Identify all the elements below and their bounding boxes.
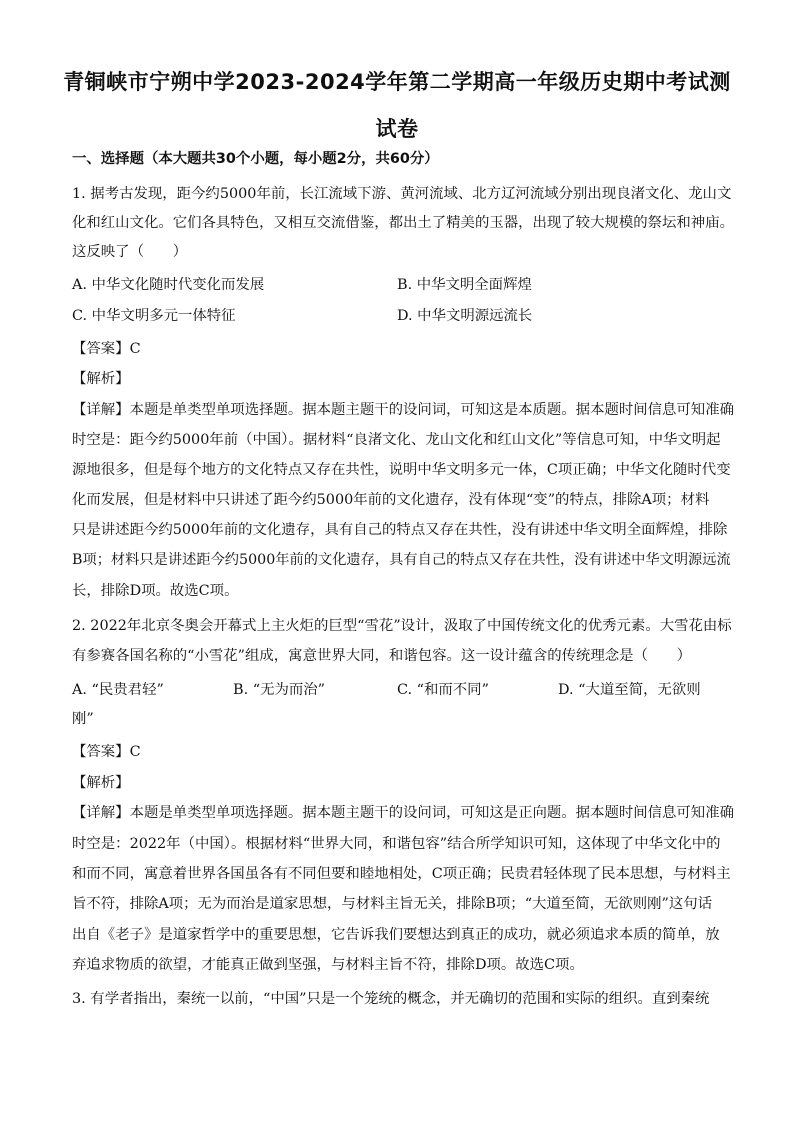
q3-stem-line: 3. 有学者指出，秦统一以前，“中国”只是一个笼统的概念，并无确切的范围和实际的组织。直到秦统 bbox=[72, 991, 710, 1007]
q1-detail-line: 【详解】本题是单类型单项选择题。据本题主题干的设问词，可知这是本质题。据本题时间信息可知准确 bbox=[72, 402, 734, 418]
q2-option-c: C. “和而不同” bbox=[397, 682, 489, 698]
q1-option-b: B. 中华文明全面辉煌 bbox=[397, 277, 532, 293]
q2-detail-line: 出自《老子》是道家哲学中的重要思想，它告诉我们要想达到真正的成功，就必须追求本质的简单，放 bbox=[72, 927, 720, 943]
q1-detail-line: B项；材料只是讲述距今约5000年前的文化遗存，具有自己的特点又存在共性，没有讲述中华文明源远流 bbox=[72, 552, 731, 568]
document-title-line1: 青铜峡市宁朔中学2023-2024学年第二学期高一年级历史期中考试测 bbox=[63, 70, 731, 94]
q2-detail-line: 旨不符，排除A项；无为而治是道家思想，与材料主旨无关，排除B项；“大道至简，无欲则刚”这句话 bbox=[72, 896, 713, 912]
q1-detail-line: 时空是：距今约5000年前（中国）。据材料“良渚文化、龙山文化和红山文化”等信息可知，中华文明起 bbox=[72, 432, 721, 448]
q2-option-d-continued: 刚” bbox=[72, 711, 94, 727]
q2-stem-line: 有参赛各国名称的“小雪花”组成，寓意世界大同，和谐包容。这一设计蕴含的传统理念是（ ） bbox=[72, 648, 692, 664]
q1-option-a: A. 中华文化随时代变化而发展 bbox=[72, 277, 265, 293]
q2-option-b: B. “无为而治” bbox=[233, 682, 326, 698]
q2-option-a: A. “民贵君轻” bbox=[72, 682, 164, 698]
q1-answer: 【答案】C bbox=[72, 341, 141, 357]
q1-stem-line: 1. 据考古发现，距今约5000年前，长江流域下游、黄河流域、北方辽河流域分别出现良渚文化、龙山文 bbox=[72, 186, 732, 202]
document-title-line2: 试卷 bbox=[375, 117, 419, 141]
q2-stem-line: 2. 2022年北京冬奥会开幕式上主火炬的巨型“雪花”设计，汲取了中国传统文化的优秀元素。大雪花由标 bbox=[72, 618, 732, 634]
q1-stem-line: 这反映了（ ） bbox=[72, 244, 188, 260]
q1-option-c: C. 中华文明多元一体特征 bbox=[72, 308, 236, 324]
q2-analysis-label: 【解析】 bbox=[72, 775, 130, 791]
q1-detail-line: 只是讲述距今约5000年前的文化遗存，具有自己的特点又存在共性，没有讲述中华文明全面辉煌，排除 bbox=[72, 522, 728, 538]
q2-detail-line: 弃追求物质的欲望，才能真正做到坚强，与材料主旨不符，排除D项。故选C项。 bbox=[72, 957, 584, 973]
q2-answer: 【答案】C bbox=[72, 744, 141, 760]
q1-detail-line: 化而发展，但是材料中只讲述了距今约5000年前的文化遗存，没有体现“变”的特点，排除A项；材料 bbox=[72, 492, 710, 508]
q2-option-d: D. “大道至简，无欲则 bbox=[558, 682, 701, 698]
q2-detail-line: 【详解】本题是单类型单项选择题。据本题主题干的设问词，可知这是正向题。据本题时间信息可知准确 bbox=[72, 805, 734, 821]
q1-option-d: D. 中华文明源远流长 bbox=[397, 308, 533, 324]
q2-detail-line: 和而不同，寓意着世界各国虽各有不同但要和睦地相处，C项正确；民贵君轻体现了民本思想，与材料主 bbox=[72, 866, 731, 882]
q1-detail-line: 长，排除D项。故选C项。 bbox=[72, 583, 239, 599]
q1-stem-line: 化和红山文化。它们各具特色，又相互交流借鉴，都出土了精美的玉器，出现了较大规模的祭坛和神庙。 bbox=[72, 215, 734, 231]
q1-analysis-label: 【解析】 bbox=[72, 371, 130, 387]
q2-detail-line: 时空是：2022年（中国）。根据材料“世界大同，和谐包容”结合所学知识可知，这体现了中华文化中的 bbox=[72, 836, 721, 852]
q1-detail-line: 源地很多，但是每个地方的文化特点又存在共性，说明中华文明多元一体，C项正确；中华文化随时代变 bbox=[72, 462, 731, 478]
section-heading: 一、选择题（本大题共30个小题，每小题2分，共60分） bbox=[72, 151, 439, 167]
